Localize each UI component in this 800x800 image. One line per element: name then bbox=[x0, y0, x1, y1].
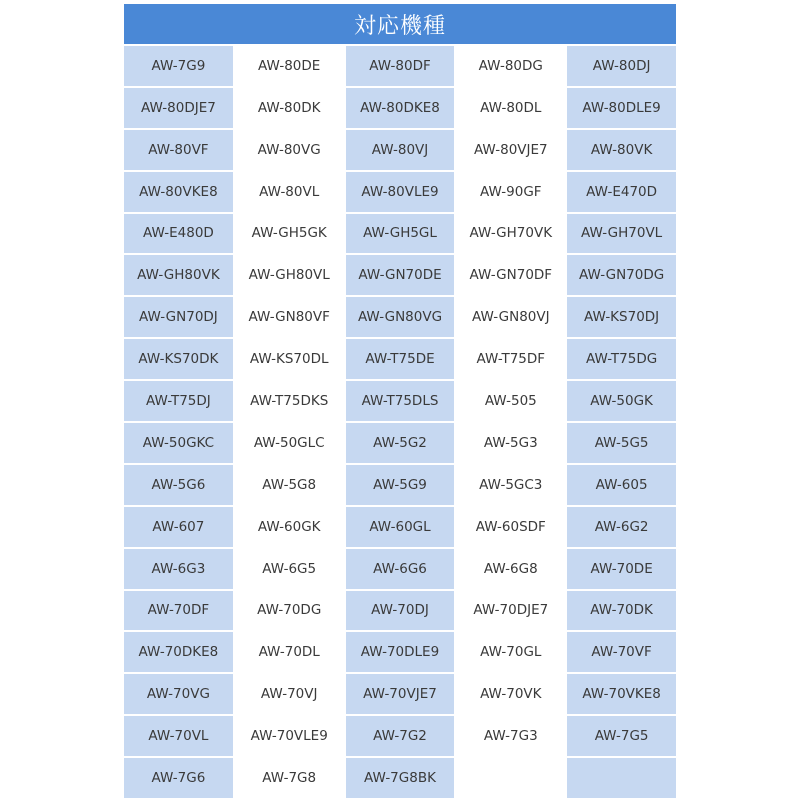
model-cell: AW-GH70VK bbox=[456, 214, 565, 254]
model-cell: AW-70GL bbox=[456, 632, 565, 672]
model-cell: AW-T75DJ bbox=[124, 381, 233, 421]
model-cell: AW-80DJ bbox=[567, 46, 676, 86]
model-cell: AW-GH80VK bbox=[124, 255, 233, 295]
model-cell: AW-T75DLS bbox=[346, 381, 455, 421]
model-cell: AW-80DLE9 bbox=[567, 88, 676, 128]
model-cell: AW-70VK bbox=[456, 674, 565, 714]
model-cell: AW-GN70DE bbox=[346, 255, 455, 295]
model-cell: AW-607 bbox=[124, 507, 233, 547]
model-cell: AW-GN80VJ bbox=[456, 297, 565, 337]
model-cell: AW-50GK bbox=[567, 381, 676, 421]
compatible-models-panel bbox=[124, 4, 676, 798]
model-cell: AW-7G8BK bbox=[346, 758, 455, 798]
model-cell: AW-E480D bbox=[124, 214, 233, 254]
model-cell: AW-605 bbox=[567, 465, 676, 505]
model-cell: AW-70DF bbox=[124, 591, 233, 631]
model-cell: AW-6G3 bbox=[124, 549, 233, 589]
model-cell: AW-6G5 bbox=[235, 549, 344, 589]
model-cell: AW-70DJ bbox=[346, 591, 455, 631]
model-cell: AW-80DKE8 bbox=[346, 88, 455, 128]
model-cell: AW-80DE bbox=[235, 46, 344, 86]
model-cell: AW-70DK bbox=[567, 591, 676, 631]
model-cell: AW-80DJE7 bbox=[124, 88, 233, 128]
model-cell: AW-GH80VL bbox=[235, 255, 344, 295]
model-cell: AW-6G8 bbox=[456, 549, 565, 589]
model-cell: AW-70VLE9 bbox=[235, 716, 344, 756]
model-cell: AW-70DL bbox=[235, 632, 344, 672]
model-cell: AW-7G2 bbox=[346, 716, 455, 756]
model-cell: AW-5GC3 bbox=[456, 465, 565, 505]
model-cell: AW-7G6 bbox=[124, 758, 233, 798]
model-cell: AW-6G2 bbox=[567, 507, 676, 547]
model-cell: AW-KS70DL bbox=[235, 339, 344, 379]
model-cell: AW-50GKC bbox=[124, 423, 233, 463]
model-cell: AW-T75DF bbox=[456, 339, 565, 379]
model-cell: AW-80DL bbox=[456, 88, 565, 128]
model-cell: AW-5G8 bbox=[235, 465, 344, 505]
model-cell: AW-6G6 bbox=[346, 549, 455, 589]
page-title bbox=[124, 4, 676, 44]
model-cell: AW-505 bbox=[456, 381, 565, 421]
model-cell: AW-T75DE bbox=[346, 339, 455, 379]
model-cell: AW-80VK bbox=[567, 130, 676, 170]
model-cell: AW-70VJ bbox=[235, 674, 344, 714]
model-cell: AW-70VJE7 bbox=[346, 674, 455, 714]
model-cell: AW-80DF bbox=[346, 46, 455, 86]
model-cell: AW-GN80VF bbox=[235, 297, 344, 337]
model-cell: AW-70VL bbox=[124, 716, 233, 756]
model-cell: AW-7G3 bbox=[456, 716, 565, 756]
model-cell: AW-80VL bbox=[235, 172, 344, 212]
model-cell: AW-GH5GK bbox=[235, 214, 344, 254]
model-cell: AW-GN70DF bbox=[456, 255, 565, 295]
model-cell: AW-GN70DG bbox=[567, 255, 676, 295]
model-cell: AW-E470D bbox=[567, 172, 676, 212]
model-cell: AW-70VF bbox=[567, 632, 676, 672]
model-cell: AW-70DG bbox=[235, 591, 344, 631]
page-title-text: 対応機種 bbox=[353, 13, 446, 39]
model-cell: AW-80VKE8 bbox=[124, 172, 233, 212]
model-cell: AW-GN80VG bbox=[346, 297, 455, 337]
model-cell: AW-80VG bbox=[235, 130, 344, 170]
model-cell: AW-KS70DJ bbox=[567, 297, 676, 337]
model-cell: AW-60GL bbox=[346, 507, 455, 547]
model-cell: AW-80VJE7 bbox=[456, 130, 565, 170]
model-cell: AW-70DJE7 bbox=[456, 591, 565, 631]
model-cell: AW-GH5GL bbox=[346, 214, 455, 254]
model-cell: AW-7G8 bbox=[235, 758, 344, 798]
model-cell: AW-70DE bbox=[567, 549, 676, 589]
model-cell: AW-70VKE8 bbox=[567, 674, 676, 714]
model-cell: AW-60GK bbox=[235, 507, 344, 547]
model-cell: AW-80DG bbox=[456, 46, 565, 86]
model-cell: AW-70DLE9 bbox=[346, 632, 455, 672]
model-cell: AW-GH70VL bbox=[567, 214, 676, 254]
model-cell: AW-T75DG bbox=[567, 339, 676, 379]
model-grid bbox=[124, 46, 676, 798]
model-cell: AW-T75DKS bbox=[235, 381, 344, 421]
model-cell: AW-GN70DJ bbox=[124, 297, 233, 337]
model-cell: AW-7G9 bbox=[124, 46, 233, 86]
model-cell: AW-5G9 bbox=[346, 465, 455, 505]
empty-cell bbox=[456, 758, 565, 798]
model-cell: AW-5G5 bbox=[567, 423, 676, 463]
model-cell: AW-80DK bbox=[235, 88, 344, 128]
model-cell: AW-70DKE8 bbox=[124, 632, 233, 672]
model-cell: AW-80VF bbox=[124, 130, 233, 170]
model-cell: AW-80VLE9 bbox=[346, 172, 455, 212]
model-cell: AW-80VJ bbox=[346, 130, 455, 170]
model-cell: AW-7G5 bbox=[567, 716, 676, 756]
empty-cell bbox=[567, 758, 676, 798]
model-cell: AW-5G3 bbox=[456, 423, 565, 463]
model-cell: AW-5G2 bbox=[346, 423, 455, 463]
model-cell: AW-KS70DK bbox=[124, 339, 233, 379]
model-cell: AW-70VG bbox=[124, 674, 233, 714]
model-cell: AW-50GLC bbox=[235, 423, 344, 463]
model-cell: AW-90GF bbox=[456, 172, 565, 212]
model-cell: AW-60SDF bbox=[456, 507, 565, 547]
model-cell: AW-5G6 bbox=[124, 465, 233, 505]
